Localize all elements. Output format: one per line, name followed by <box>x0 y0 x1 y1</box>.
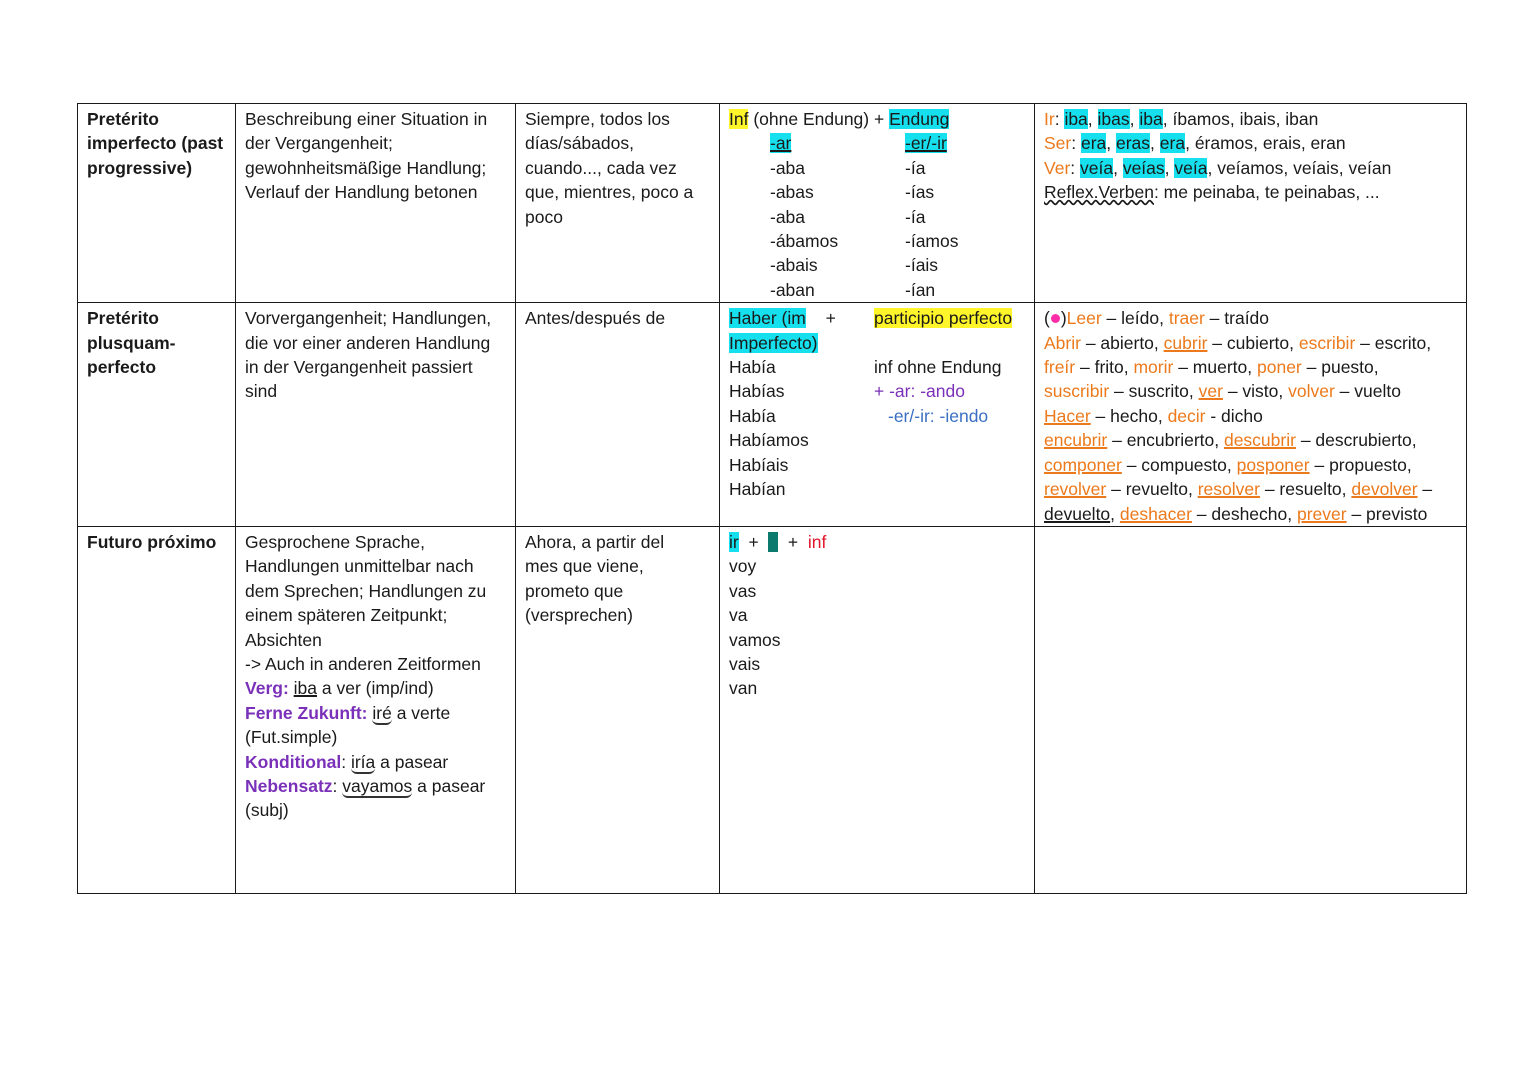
formation-cell <box>720 303 1035 527</box>
ar-ending: -aba <box>770 157 806 178</box>
ir-form: íbamos, ibais, iban <box>1172 109 1319 129</box>
participle-line <box>1044 502 1457 526</box>
ir-form: vais <box>729 653 761 674</box>
signal-line: poco <box>525 206 563 227</box>
neben-word: vayamos <box>342 775 413 796</box>
ir-form: iba <box>1139 109 1163 129</box>
participle-text: – propuesto, <box>1309 454 1412 475</box>
usage-cell <box>236 303 516 527</box>
signal-line: prometo que <box>525 580 624 601</box>
participle-text: – previsto <box>1346 503 1428 524</box>
irregular-ser: Ser: era, eras, era, éramos, erais, eran <box>1044 133 1346 154</box>
participle-text: – resuelto, <box>1259 479 1352 500</box>
reflex-text: : me peinaba, te peinabas, ... <box>1153 182 1380 203</box>
signal-words-cell <box>516 303 720 527</box>
verb-infinitive: Hacer <box>1044 405 1091 426</box>
plus-sign: + <box>825 308 836 329</box>
verb-infinitive: escribir <box>1298 332 1356 353</box>
verg-label: Verg: <box>245 678 289 699</box>
participle-text: - dicho <box>1205 405 1263 426</box>
participio-header: participio perfecto <box>874 308 1013 329</box>
ohne-endung: (ohne Endung) + <box>748 109 890 129</box>
ir-form: vamos <box>729 629 781 650</box>
inf-token: inf <box>807 531 827 552</box>
ar-header: -ar <box>770 133 792 154</box>
signal-line: mes que viene, <box>525 556 644 577</box>
ar-ending: -abas <box>770 182 814 203</box>
participle-text: , <box>1110 503 1120 524</box>
futuro-formula <box>729 530 1025 554</box>
signal-line: cuando..., cada vez <box>525 157 677 178</box>
irregular-ver: Ver: veía, veías, veía, veíamos, veíais, veían <box>1044 157 1392 178</box>
signal-words-cell <box>516 104 720 303</box>
ir-token: ir <box>729 531 739 552</box>
participle-text: – leído, <box>1101 308 1169 329</box>
ver-form: veías <box>1122 157 1165 178</box>
haber-header: Haber (im <box>729 308 806 329</box>
verb-infinitive: resolver <box>1197 479 1260 500</box>
ferne-word: iré <box>372 702 392 723</box>
verb-infinitive: Abrir <box>1044 332 1081 353</box>
participle-line <box>1044 477 1457 501</box>
participle-line <box>1044 428 1457 452</box>
participle-text: – hecho, <box>1090 405 1168 426</box>
plusquam-grid <box>729 306 1030 501</box>
participle-line <box>1044 379 1457 403</box>
ar-ending: -aban <box>770 279 815 300</box>
example-nebensatz: Nebensatz: vayamos a pasear <box>245 775 486 796</box>
neben-note: (subj) <box>245 800 289 821</box>
ser-label: Ser <box>1044 133 1072 154</box>
tense-line: Pretérito <box>87 308 159 329</box>
plus-sign: + <box>787 531 799 552</box>
participle-line <box>1044 355 1457 379</box>
ar-ending: -aba <box>770 206 806 227</box>
endings-grid <box>729 131 1025 302</box>
inf-note: inf ohne Endung <box>874 357 1002 378</box>
pink-dot-icon <box>1051 314 1060 323</box>
kond-rest: a pasear <box>375 751 449 772</box>
participle-text: – visto, <box>1222 381 1289 402</box>
irregular-reflex <box>1044 180 1457 204</box>
ar-rule: + -ar: -ando <box>874 381 965 402</box>
ver-form: veía <box>1174 157 1208 178</box>
tense-line: progressive) <box>87 157 193 178</box>
ser-form: eras <box>1116 133 1151 154</box>
neben-rest: a pasear <box>412 775 486 796</box>
ser-form: era <box>1159 133 1186 154</box>
ser-form: era <box>1080 133 1107 154</box>
ir-form: va <box>729 605 748 626</box>
ir-form: van <box>729 678 758 699</box>
participle-text: – muerto, <box>1173 357 1257 378</box>
participle-line <box>1044 453 1457 477</box>
ver-form: veía <box>1080 157 1114 178</box>
ver-form: veíamos, veíais, veían <box>1217 157 1392 178</box>
verb-infinitive: Leer <box>1066 308 1102 329</box>
participle-text: – frito, <box>1075 357 1134 378</box>
plus-sign: + <box>748 531 759 552</box>
participio-column <box>874 306 1030 501</box>
usage-line: dem Sprechen; Handlungen zu <box>245 580 487 601</box>
example-verg <box>245 676 506 700</box>
neben-label: Nebensatz <box>245 775 333 796</box>
verb-infinitive: deshacer <box>1119 503 1192 524</box>
ver-label: Ver <box>1044 157 1071 178</box>
participle-text: – abierto, <box>1080 332 1164 353</box>
ferne-label: Ferne Zukunft: <box>245 702 368 723</box>
participles-cell <box>1035 303 1467 527</box>
verb-infinitive: volver <box>1288 381 1335 402</box>
participle-text: – descrubierto, <box>1295 430 1417 451</box>
ser-form: éramos, erais, eran <box>1194 133 1346 154</box>
signal-line: Antes/después de <box>525 308 666 329</box>
er-ir-ending: -ías <box>905 182 935 203</box>
signal-line: días/sábados, <box>525 133 634 154</box>
verb-infinitive: ver <box>1198 381 1223 402</box>
verb-infinitive: componer <box>1044 454 1122 475</box>
tense-cell <box>78 526 236 893</box>
participle-text: – suscrito, <box>1109 381 1199 402</box>
haber-form: Habíais <box>729 454 789 475</box>
usage-line: -> Auch in anderen Zeitformen <box>245 653 481 674</box>
ar-endings <box>770 131 905 302</box>
formation-cell <box>720 526 1035 893</box>
participle-text: ( <box>1044 308 1050 329</box>
kond-word: iría <box>350 751 376 772</box>
usage-cell <box>236 104 516 303</box>
participle-text: – <box>1417 479 1433 500</box>
tense-line: imperfecto (past <box>87 133 224 154</box>
er-ir-ending: -íamos <box>905 231 959 252</box>
usage-line: Vorvergangenheit; Handlungen, <box>245 308 492 329</box>
ar-ending: -abais <box>770 255 818 276</box>
participle-text: – cubierto, <box>1207 332 1299 353</box>
ir-form: iba <box>1064 109 1088 129</box>
haber-header-2: Imperfecto) <box>729 332 818 353</box>
haber-form: Habíamos <box>729 430 809 451</box>
usage-line: gewohnheitsmäßige Handlung; <box>245 157 487 178</box>
ar-ending: -ábamos <box>770 231 839 252</box>
verb-infinitive: decir <box>1167 405 1206 426</box>
tense-cell <box>78 104 236 303</box>
usage-line: Absichten <box>245 629 322 650</box>
participle-line <box>1044 331 1457 355</box>
er-ir-ending: -ía <box>905 157 926 178</box>
verb-infinitive: revolver <box>1044 479 1107 500</box>
er-ir-ending: -ía <box>905 206 926 227</box>
participle-text: – puesto, <box>1301 357 1379 378</box>
ir-form: vas <box>729 580 757 601</box>
ferne-rest: a verte <box>391 702 451 723</box>
participle-text: – traído <box>1204 308 1270 329</box>
haber-column <box>729 306 874 501</box>
participle-text: – compuesto, <box>1121 454 1237 475</box>
participle-text: – vuelto <box>1334 381 1401 402</box>
verb-infinitive: posponer <box>1236 454 1310 475</box>
participle-text: – deshecho, <box>1191 503 1297 524</box>
usage-line: die vor einer anderen Handlung <box>245 332 491 353</box>
example-ferne <box>245 701 506 725</box>
er-ir-rule: -er/-ir: -iendo <box>888 405 989 426</box>
er-ir-endings <box>905 131 1025 302</box>
reflex-label: Reflex.Verben <box>1044 182 1154 203</box>
verg-word: iba <box>293 678 318 699</box>
verb-infinitive: poner <box>1257 357 1302 378</box>
table-row-imperfecto <box>78 104 1467 303</box>
a-token: a <box>768 531 779 552</box>
ir-form: voy <box>729 556 757 577</box>
verb-infinitive: traer <box>1168 308 1205 329</box>
signal-words-cell <box>516 526 720 893</box>
grammar-table <box>77 103 1467 894</box>
tense-line: Futuro próximo <box>87 531 217 552</box>
participle-line <box>1044 306 1457 330</box>
verb-infinitive: prever <box>1296 503 1347 524</box>
table-row-plusquamperfecto <box>78 303 1467 527</box>
example-konditional: Konditional: iría a pasear <box>245 751 449 772</box>
irregular-cell <box>1035 104 1467 303</box>
usage-line: einem späteren Zeitpunkt; <box>245 605 448 626</box>
verb-infinitive: descubrir <box>1223 430 1296 451</box>
tense-line: plusquam- <box>87 332 176 353</box>
haber-form: Había <box>729 405 776 426</box>
usage-line: Beschreibung einer Situation in <box>245 109 488 129</box>
inf-label: Inf <box>729 109 749 129</box>
irregular-ir: Ir: iba, ibas, iba, íbamos, ibais, iban <box>1044 109 1319 129</box>
usage-line: sind <box>245 381 278 402</box>
usage-line: Handlungen unmittelbar nach <box>245 556 474 577</box>
participle-text: – escrito, <box>1355 332 1432 353</box>
participle-text: – encubrierto, <box>1107 430 1224 451</box>
participle-text: ) <box>1060 308 1067 329</box>
endung-label: Endung <box>889 109 950 129</box>
signal-line: Siempre, todos los <box>525 109 670 129</box>
verb-infinitive: morir <box>1133 357 1174 378</box>
ferne-note: (Fut.simple) <box>245 727 338 748</box>
formation-cell <box>720 104 1035 303</box>
ir-label: Ir <box>1044 109 1055 129</box>
formation-header <box>729 107 1025 131</box>
er-ir-ending: -ían <box>905 279 936 300</box>
verb-infinitive: suscribir <box>1044 381 1110 402</box>
signal-line: que, mientres, poco a <box>525 182 694 203</box>
tense-cell <box>78 303 236 527</box>
signal-line: (versprechen) <box>525 605 633 626</box>
kond-label: Konditional <box>245 751 342 772</box>
signal-line: Ahora, a partir del <box>525 531 665 552</box>
verg-rest: a ver (imp/ind) <box>317 678 434 699</box>
usage-cell <box>236 526 516 893</box>
verb-infinitive: freír <box>1044 357 1076 378</box>
er-ir-ending: -íais <box>905 255 939 276</box>
table-row-futuro-proximo <box>78 526 1467 893</box>
ir-form: ibas <box>1097 109 1130 129</box>
usage-line: der Vergangenheit; <box>245 133 393 154</box>
participle-text: – revuelto, <box>1106 479 1198 500</box>
er-ir-header: -er/-ir <box>905 133 947 154</box>
haber-form: Había <box>729 357 776 378</box>
verb-infinitive: devolver <box>1351 479 1418 500</box>
haber-form: Habías <box>729 381 785 402</box>
participle-line <box>1044 404 1457 428</box>
tense-line: perfecto <box>87 357 157 378</box>
usage-line: in der Vergangenheit passiert <box>245 357 473 378</box>
participle-text: devuelto <box>1044 503 1111 524</box>
verb-infinitive: encubrir <box>1044 430 1108 451</box>
usage-line: Verlauf der Handlung betonen <box>245 182 478 203</box>
irregular-cell <box>1035 526 1467 893</box>
verb-infinitive: cubrir <box>1163 332 1208 353</box>
haber-form: Habían <box>729 479 786 500</box>
usage-line: Gesprochene Sprache, <box>245 531 425 552</box>
tense-line: Pretérito <box>87 109 159 129</box>
